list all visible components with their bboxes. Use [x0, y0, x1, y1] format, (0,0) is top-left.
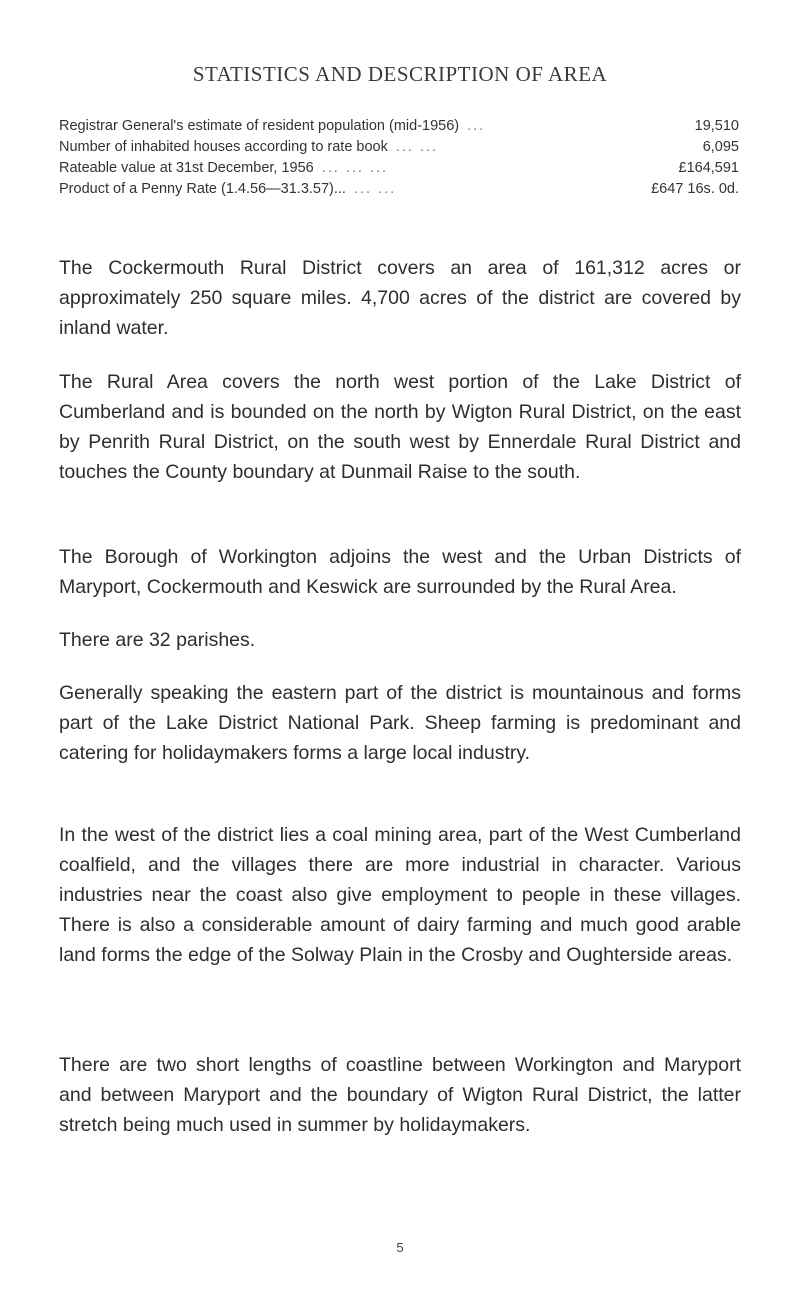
stat-row-rateable-value [59, 158, 739, 179]
paragraph-boundaries: The Rural Area covers the north west portion of the Lake District of Cumberland and is bounded on the north by Wigton Rural District, on the east by Penrith Rural District, on the south west by Ennerdale Rural District and touches the County boundary at Dunmail Raise to the south. [59, 371, 741, 483]
paragraph-borough: The Borough of Workington adjoins the west and the Urban Districts of Maryport, Cockermouth and Keswick are surrounded by the Rural Area. [59, 546, 741, 598]
stat-row-houses [59, 137, 739, 158]
stat-leader-dots: ... [467, 118, 486, 134]
stat-leader-dots: ... ... [353, 181, 397, 197]
stat-row-penny-rate [59, 179, 739, 200]
stat-label: Registrar General's estimate of resident population (mid-1956) [59, 118, 460, 134]
stat-label: Product of a Penny Rate (1.4.56—31.3.57)... [59, 181, 346, 197]
paragraph-western-part: In the west of the district lies a coal mining area, part of the West Cumberland coalfield, and the villages there are more industrial in character. Various industries near the coast also give employment to people in these villages. There is also a considerable amount of dairy farming and much good arable land forms the edge of the Solway Plain in the Crosby and Oughterside areas. [59, 824, 741, 966]
page-number: 5 [396, 1240, 404, 1255]
paragraph-coastline: There are two short lengths of coastline between Workington and Maryport and between Maryport and the boundary of Wigton Rural District, the latter stretch being much used in summer by holidaymakers. [59, 1054, 741, 1136]
stat-label: Number of inhabited houses according to rate book [59, 139, 388, 155]
stat-value: £647 16s. 0d. [651, 181, 739, 197]
paragraph-parishes: There are 32 parishes. [59, 629, 256, 651]
stat-label: Rateable value at 31st December, 1956 [59, 160, 314, 176]
stat-row-population [59, 116, 739, 137]
stat-value: 19,510 [694, 118, 739, 134]
stat-value: £164,591 [678, 160, 739, 176]
paragraph-eastern-part: Generally speaking the eastern part of the district is mountainous and forms part of the Lake District National Park. Sheep farming is predominant and catering for holidaymakers forms a large local industry. [59, 682, 741, 764]
stat-leader-dots: ... ... [395, 139, 439, 155]
statistics-table [59, 116, 739, 200]
page-title: STATISTICS AND DESCRIPTION OF AREA [192, 62, 608, 86]
paragraph-area: The Cockermouth Rural District covers an area of 161,312 acres or approximately 250 square miles. 4,700 acres of the district are covered by inland water. [59, 257, 741, 339]
stat-leader-dots: ... ... ... [321, 160, 389, 176]
stat-value: 6,095 [702, 139, 739, 155]
